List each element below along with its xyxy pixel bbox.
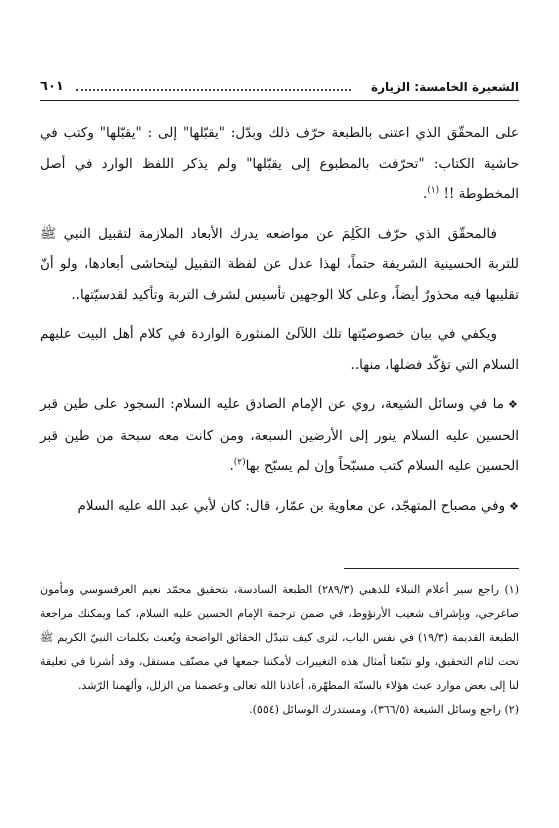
bullet-item: ❖وفي مصباح المتهجّد، عن معاوية بن عمّار، قال: كان لأبي عبد الله عليه السلام <box>77 497 519 514</box>
bullet-icon: ❖ <box>509 499 519 513</box>
bullet-item: ❖ما في وسائل الشيعة، روي عن الإمام الصادق عليه السلام: السجود على طين قبر الحسين عليه السلام ينور إلى الأرضين السبعة، ومن كانت معه سبحة من طين قبر الحسين عليه السلام كتب مسبّحاً وإن لم يسبّح بها$^{(٢)}$. <box>40 396 519 474</box>
footnotes <box>40 578 519 722</box>
footnote: (٢) راجع وسائل الشيعة (٣٦٦/٥)، ومستدرك الوسائل (٥٥٤). <box>249 703 519 716</box>
main-text <box>40 118 519 531</box>
page-number: ٦٠١ <box>40 79 64 94</box>
paragraph: فالمحقّق الذي حرّف الكَلِمَ عن مواضعه يدرك الأبعاد الملازمة لتقبيل النبي ﷺ للتربة الحسينية الشريفة حتماً، لهذا عدل عن لفظة التقبيل ليتحاشى أبعادها، ولو أنّ تقليبها فيه محذورٌ أيضاً، وعلى كلا الوجهين تأسيس لشرف التربة وتأكيد لقدسيّتها.. <box>40 225 519 303</box>
chapter-title: الشعيرة الخامسة: الزيارة <box>371 80 519 94</box>
running-header <box>40 78 519 101</box>
paragraph: على المحقّق الذي اعتنى بالطبعة حرّف ذلك وبدّل: "يقبّلها" إلى : "يقبّلها" وكتب في حاشية الكتاب: "تحرّفت بالمطبوع إلى يقبّلها" ولم يذكر اللفظ الوارد في أصل المخطوطة !! $^{(١)}$. <box>40 125 519 202</box>
paragraph: ويكفي في بيان خصوصيّتها تلك اللآلئ المنثورة الواردة في كلام أهل البيت عليهم السلام التي تؤكّد فضلها، منها.. <box>40 326 519 373</box>
footnote-separator <box>344 568 519 569</box>
footnote: (١) راجع سير أعلام النبلاء للذهبي (٢٨٩/٣) الطبعة السادسة، بتحقيق محمّد نعيم العرقسوسي ومأمون صاغرجي، وبإشراف شعيب الأرنؤوط، في ضمن ترجمة الإمام الحسين عليه السلام، كما ويمكنك مراجعة الطبعة القديمة (١٩/٣) في نفس الباب، لترى كيف تتبدّل الحقائق الواضحة ويُعبث بكلمات النبيّ الكريم ﷺ تحت لثام التحقيق، ولو تتبّعنا أمثال هذه التغييرات لأمكننا جمعها في مصنّف مستقل، وقد أشرنا في تعليقة لنا إلى بعض موارد عبث هؤلاء بالسنّة المطهّرة، أعاذنا الله تعالى وعصمنا من الزلل، وألهمنا الرّشد. <box>40 583 520 692</box>
footnote-ref: (١) <box>427 185 440 196</box>
bullet-icon: ❖ <box>507 398 519 411</box>
header-dotted-leader <box>76 89 351 91</box>
footnote-ref: (٢) <box>233 457 246 468</box>
